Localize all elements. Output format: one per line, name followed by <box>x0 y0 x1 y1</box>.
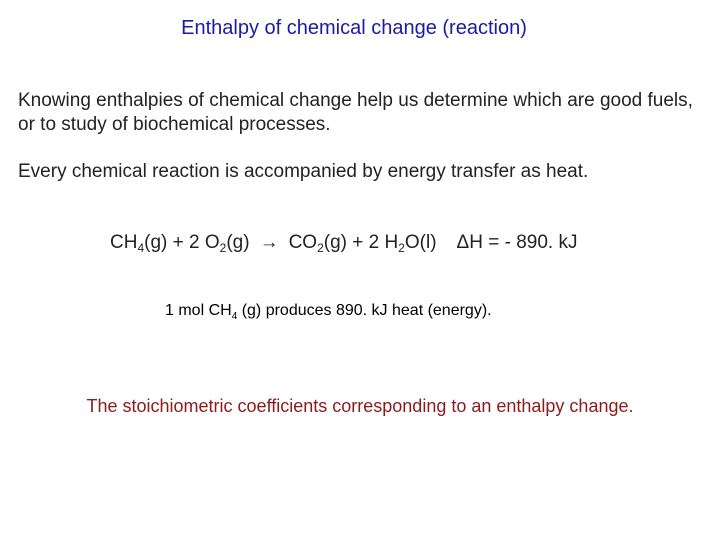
energy-transfer-paragraph: Every chemical reaction is accompanied by energy transfer as heat. <box>18 161 589 182</box>
eq-ch4-subscript: 4 <box>137 241 145 255</box>
conclusion-text: The stoichiometric coefficients corresponding to an enthalpy change. <box>86 396 634 416</box>
eq-h2o-subscript: 2 <box>398 241 405 255</box>
slide-title: Enthalpy of chemical change (reaction) <box>181 17 527 39</box>
intro-paragraph: Knowing enthalpies of chemical change help us determine which are good fuels, or to study of biochemical processes. <box>18 90 693 135</box>
delta-h-value: ΔH = - 890. kJ <box>456 232 578 253</box>
mol-note <box>165 302 492 320</box>
eq-ch4-state-o2: (g) + 2 O <box>144 232 220 253</box>
eq-ch4: CH <box>110 232 138 253</box>
note-subscript: 4 <box>231 311 238 322</box>
reaction-arrow: → <box>259 232 279 253</box>
note-prefix: 1 mol CH <box>165 302 232 319</box>
eq-h2o-state: O(l) <box>404 232 437 253</box>
eq-o2-subscript: 2 <box>219 241 227 255</box>
eq-co2-subscript: 2 <box>317 241 324 255</box>
eq-o2-state: (g) <box>226 232 250 253</box>
eq-co2: CO <box>288 232 318 253</box>
reaction-equation <box>110 232 577 254</box>
note-suffix: (g) produces 890. kJ heat (energy). <box>237 302 492 319</box>
eq-co2-state-h2o: (g) + 2 H <box>323 232 399 253</box>
